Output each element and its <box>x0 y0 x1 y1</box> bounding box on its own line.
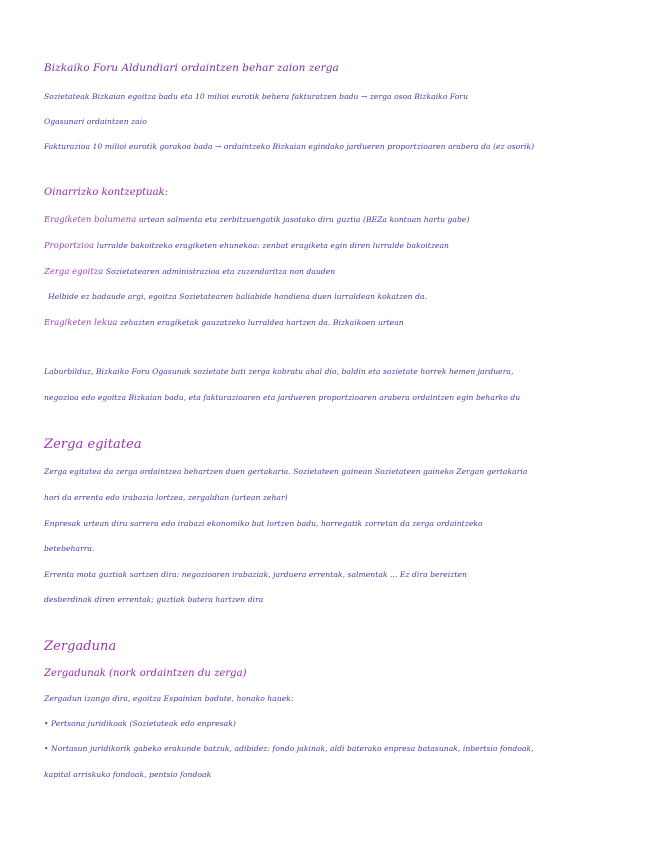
concept-term: Proportzioa <box>44 240 95 250</box>
concept-text: urtean salmenta eta zerbitzuengatik jasotako diru guztia (BEZa kontuan hartu gabe) <box>136 215 470 224</box>
paragraph-line: desberdinak diren errentak; guztiak batera hartzen dira <box>44 595 264 604</box>
concept-text: Helbide ez badaude argi, egoitza Sozietatearen baliabide handiena duen lurraldean kokatzen da. <box>48 292 428 301</box>
concept-term: Zerga egoitza <box>44 266 104 276</box>
concept-item <box>44 214 469 225</box>
concept-item <box>44 317 404 328</box>
list-item: • Pertsona juridikoak (Sozietateak edo enpresak) <box>44 719 236 728</box>
page-title: Bizkaiko Foru Aldundiari ordaintzen behar zaion zerga <box>44 62 339 74</box>
summary-line: negozioa edo egoitza Bizkaian badu, eta fakturazioaren eta jardueren proportzioaren arabera ordaintzen egin beharko du <box>44 393 521 402</box>
concept-term: Eragiketen bolumena <box>44 214 137 224</box>
paragraph-line: Zerga egitatea da zerga ordaintzea behartzen duen gertakaria. Sozietateen gainean Sozietateen gaineko Zergan gertakaria <box>44 467 528 476</box>
concept-text: zehazten eragiketak gauzatzeko lurraldea hartzen da. Bizkaikoen urtean <box>117 318 404 327</box>
intro-line: Ogasunari ordaintzen zaio <box>44 117 147 126</box>
paragraph-line: betebeharra. <box>44 544 95 553</box>
concept-item <box>48 292 427 302</box>
intro-line: Sozietateak Bizkaian egoitza badu eta 10 milioi eurotik behera fakturatzen badu → zerga osoa Bizkaiko Foru <box>44 92 469 101</box>
list-item: • Nortasun juridikorik gabeko erakunde batzuk, adibidez: fondo jakinak, aldi baterako enpresa batasunak, inbertsio fondoak, <box>44 744 534 753</box>
concepts-heading: Oinarrizko kontzeptuak: <box>44 187 169 198</box>
paragraph-line: Errenta mota guztiak sartzen dira: negozioaren irabaziak, jarduera errentak, salmentak ... Ez dira bereizten <box>44 570 467 579</box>
concept-text: lurralde bakoitzeko eragiketen ehunekoa: zenbat eragiketa egin diren lurralde bakoitzean <box>94 241 449 250</box>
list-item-continuation: kapital arriskuko fondoak, pentsio fondoak <box>44 770 212 779</box>
concept-item <box>44 266 335 277</box>
intro-line: Fakturazioa 10 milioi eurotik gorakoa bada → ordaintzeko Bizkaian egindako jardueren proportzioaren arabera da (ez osorik) <box>44 142 535 151</box>
paragraph-line: Enpresak urtean diru sarrera edo irabazi ekonomiko bat lortzen badu, horregatik zorretan da zerga ordaintzeko <box>44 519 483 528</box>
concept-text: Sozietatearen administrazioa eta zuzendaritza non dauden <box>103 267 336 276</box>
paragraph-line: hori da errenta edo irabazia lortzea, zergaldian (urtean zehar) <box>44 493 288 502</box>
concept-item <box>44 240 449 251</box>
concept-term: Eragiketen lekua <box>44 317 118 327</box>
section-heading-zergaduna: Zergaduna <box>44 639 117 654</box>
subsection-heading: Zergadunak (nork ordaintzen du zerga) <box>44 668 247 679</box>
section-heading-zerga-egitatea: Zerga egitatea <box>44 437 142 452</box>
summary-line: Laburbilduz, Bizkaiko Foru Ogasunak sozietate bati zerga kobratu ahal dio, baldin eta sozietate horrek hemen jarduera, <box>44 367 514 376</box>
paragraph-line: Zergadun izango dira, egoitza Espainian badute, honako hauek: <box>44 694 294 703</box>
